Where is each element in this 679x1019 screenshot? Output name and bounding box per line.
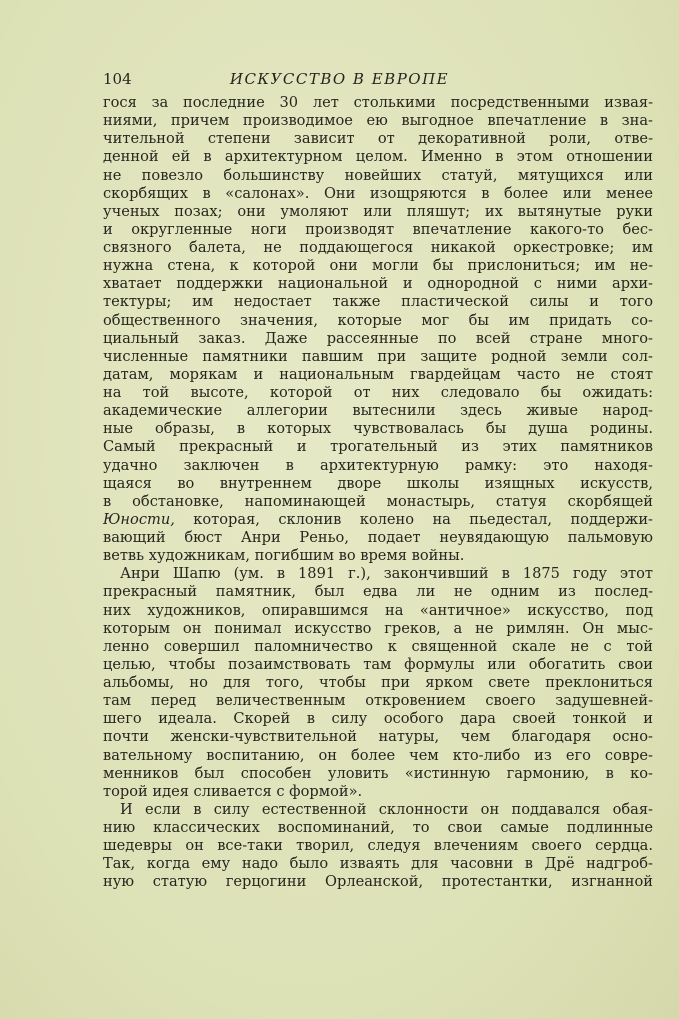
page-number: 104	[103, 70, 132, 88]
line-text: нию классических воспоминаний, то свои самые подлинные	[103, 819, 653, 836]
line-text: и округленные ноги производят впечатление какого-то бес-	[103, 220, 653, 238]
line-text: нужна стена, к которой они могли бы прислониться; им не-	[103, 257, 653, 275]
line-text: шего идеала. Скорей в силу особого дара своей тонкой и	[103, 710, 653, 728]
line-text: Анри Шапю (ум. в 1891 г.), закончивший в 1875 году этот	[120, 565, 653, 583]
text-line	[103, 475, 653, 493]
line-text: них художников, опиравшимся на «античное» искусство, под	[103, 601, 653, 619]
text-line	[103, 438, 653, 456]
body-text	[103, 94, 653, 892]
text-line	[103, 402, 653, 420]
line-text: общественного значения, которые мог бы им придать со-	[103, 311, 653, 329]
text-line	[103, 384, 653, 402]
text-line	[103, 638, 653, 656]
text-line	[103, 185, 653, 203]
text-line	[103, 366, 653, 384]
line-text: почти женски-чувствительной натуры, чем благодаря осно-	[103, 728, 653, 746]
line-text: чительной степени зависит от декоративной роли, отве-	[103, 130, 653, 148]
text-line	[103, 511, 653, 529]
line-text: академические аллегории вытеснили здесь живые народ-	[103, 402, 653, 420]
text-line	[103, 602, 653, 620]
line-text: ученых позах; они умоляют или пляшут; их вытянутые руки	[103, 202, 653, 220]
text-line	[103, 583, 653, 601]
line-text: удачно заключен в архитектурную рамку: это находя-	[103, 456, 653, 474]
line-text: ную статую герцогини Орлеанской, протестантки, изгнанной	[103, 873, 653, 891]
text-line	[103, 855, 653, 873]
text-line	[103, 457, 653, 475]
text-line	[103, 801, 653, 819]
line-text: там перед величественным откровением своего задушевней-	[103, 692, 653, 710]
line-text: вающий бюст Анри Реньо, подает неувядающую пальмовую	[103, 529, 653, 546]
line-text: не повезло большинству новейших статуй, мятущихся или	[103, 166, 653, 184]
line-text: целью, чтобы позаимствовать там формулы или обогатить свои	[103, 655, 653, 673]
line-text: шедевры он все-таки творил, следуя влечениям своего сердца.	[103, 837, 653, 855]
text-line	[103, 529, 653, 547]
line-text: торой идея сливается с формой».	[103, 782, 363, 800]
line-text: И если в силу естественной склонности он поддавался обая-	[120, 800, 653, 818]
text-line	[103, 239, 653, 257]
text-line	[103, 148, 653, 166]
line-text: гося за последние 30 лет столькими посредственными извая-	[103, 94, 653, 111]
line-text: на той высоте, которой от них следовало бы ожидать:	[103, 384, 653, 401]
line-text: Так, когда ему надо было изваять для часовни в Дрё надгроб-	[103, 855, 653, 873]
line-text: щаяся во внутреннем дворе школы изящных искусств,	[103, 474, 653, 492]
text-line	[103, 493, 653, 511]
line-text: численные памятники павшим при защите родной земли сол-	[103, 347, 653, 365]
text-line	[103, 293, 653, 311]
line-text: ветвь художникам, погибшим во время войны.	[103, 547, 465, 565]
line-text: связного балета, не поддающегося никакой оркестровке; им	[103, 239, 653, 256]
line-text: хватает поддержки национальной и однородной с ними архи-	[103, 275, 653, 293]
line-text: которым он понимал искусство греков, а не римлян. Он мыс-	[103, 619, 653, 637]
text-line	[103, 565, 653, 583]
text-line	[103, 547, 653, 565]
text-line	[103, 837, 653, 855]
text-line	[103, 873, 653, 891]
text-line	[103, 167, 653, 185]
running-title: ИСКУССТВО В ЕВРОПЕ	[229, 70, 450, 88]
text-line	[103, 674, 653, 692]
text-line	[103, 692, 653, 710]
text-line	[103, 203, 653, 221]
text-line	[103, 257, 653, 275]
text-line	[103, 710, 653, 728]
line-text: денной ей в архитектурном целом. Именно в этом отношении	[103, 148, 653, 166]
line-text: вательному воспитанию, он более чем кто-либо из его совре-	[103, 746, 653, 764]
text-line	[103, 656, 653, 674]
text-line	[103, 747, 653, 765]
text-line	[103, 112, 653, 130]
line-text: менников был способен уловить «истинную гармонию, в ко-	[103, 764, 653, 782]
text-line	[103, 728, 653, 746]
line-text: ленно совершил паломничество к священной скале не с той	[103, 637, 653, 655]
line-text: ниями, причем производимое ею выгодное впечатление в зна-	[103, 112, 653, 130]
italic-word: Юности,	[103, 510, 175, 528]
line-text: тектуры; им недостает также пластической силы и того	[103, 293, 653, 311]
text-line	[103, 94, 653, 112]
line-text: скорбящих в «салонах». Они изощряются в более или менее	[103, 184, 653, 202]
text-line	[103, 783, 653, 801]
text-line	[103, 348, 653, 366]
text-line	[103, 221, 653, 239]
text-line	[103, 819, 653, 837]
text-line	[103, 420, 653, 438]
text-line	[103, 765, 653, 783]
line-text: альбомы, но для того, чтобы при ярком свете преклониться	[103, 674, 653, 691]
line-text: Самый прекрасный и трогательный из этих памятников	[103, 438, 653, 456]
line-text: ные образы, в которых чувствовалась бы душа родины.	[103, 420, 653, 438]
line-text: прекрасный памятник, был едва ли не одним из послед-	[103, 583, 653, 601]
line-text: циальный заказ. Даже рассеянные по всей стране много-	[103, 329, 653, 347]
line-text: которая, склонив колено на пьедестал, поддержи-	[174, 510, 653, 528]
line-text: в обстановке, напоминающей монастырь, статуя скорбящей	[103, 492, 653, 510]
text-line	[103, 130, 653, 148]
text-line	[103, 620, 653, 638]
text-line	[103, 275, 653, 293]
text-line	[103, 330, 653, 348]
text-line	[103, 312, 653, 330]
line-text: датам, морякам и национальным гвардейцам часто не стоят	[103, 365, 653, 383]
